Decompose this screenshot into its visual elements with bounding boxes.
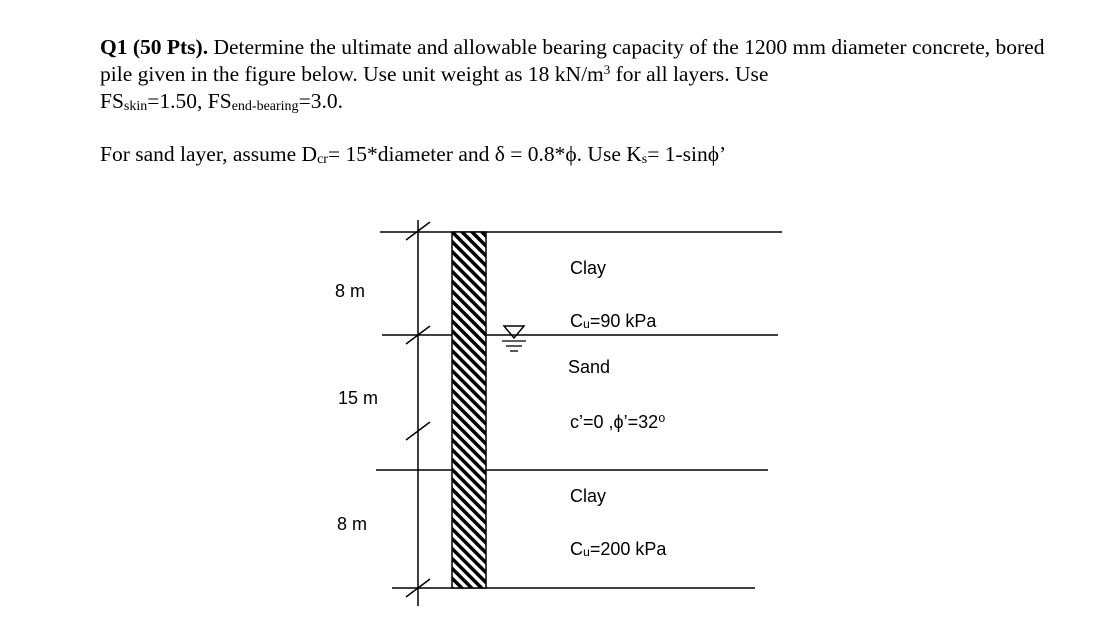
- fs-skin-sub: skin: [123, 99, 148, 114]
- bored-pile: [452, 232, 486, 588]
- layer-2-thickness: 15 m: [338, 388, 379, 408]
- water-table-icon: [502, 326, 526, 351]
- question-text: Determine the ultimate and allowable bearing capacity of the 1200 mm diameter concrete, bored pile given in the figure below. Use unit weight as 18 kN/m: [100, 35, 1045, 86]
- question-number: Q1: [100, 35, 128, 59]
- layer-3-property: Cᵤ=200 kPa: [570, 539, 667, 559]
- sand-note-text-2: = 15*diameter and δ = 0.8*ϕ. Use K: [327, 142, 642, 166]
- question-text-2: for all layers. Use: [615, 62, 769, 86]
- fs-end-value: =3.0.: [298, 89, 343, 113]
- layer-1-thickness: 8 m: [335, 281, 366, 301]
- layer-2-name: Sand: [568, 357, 611, 377]
- question-points: (50 Pts).: [132, 35, 209, 59]
- sand-note-text-3: = 1-sinϕ’: [647, 142, 727, 166]
- sand-note-text-1: For sand layer, assume D: [100, 142, 318, 166]
- layer-1-name: Clay: [570, 258, 607, 278]
- layer-2-property: c’=0 ,ϕ’=32⁰: [570, 412, 666, 432]
- fs-end-prefix: FS: [207, 89, 232, 113]
- ks-sub: s: [641, 152, 648, 167]
- layer-3-name: Clay: [570, 486, 607, 506]
- unit-power: 3: [603, 62, 611, 77]
- fs-skin-prefix: FS: [100, 89, 124, 113]
- layer-3-thickness: 8 m: [337, 514, 368, 534]
- dcr-sub: cr: [317, 152, 328, 167]
- fs-end-sub: end-bearing: [231, 99, 299, 114]
- layer-1-property: Cᵤ=90 kPa: [570, 311, 657, 331]
- fs-skin-value: =1.50,: [147, 89, 203, 113]
